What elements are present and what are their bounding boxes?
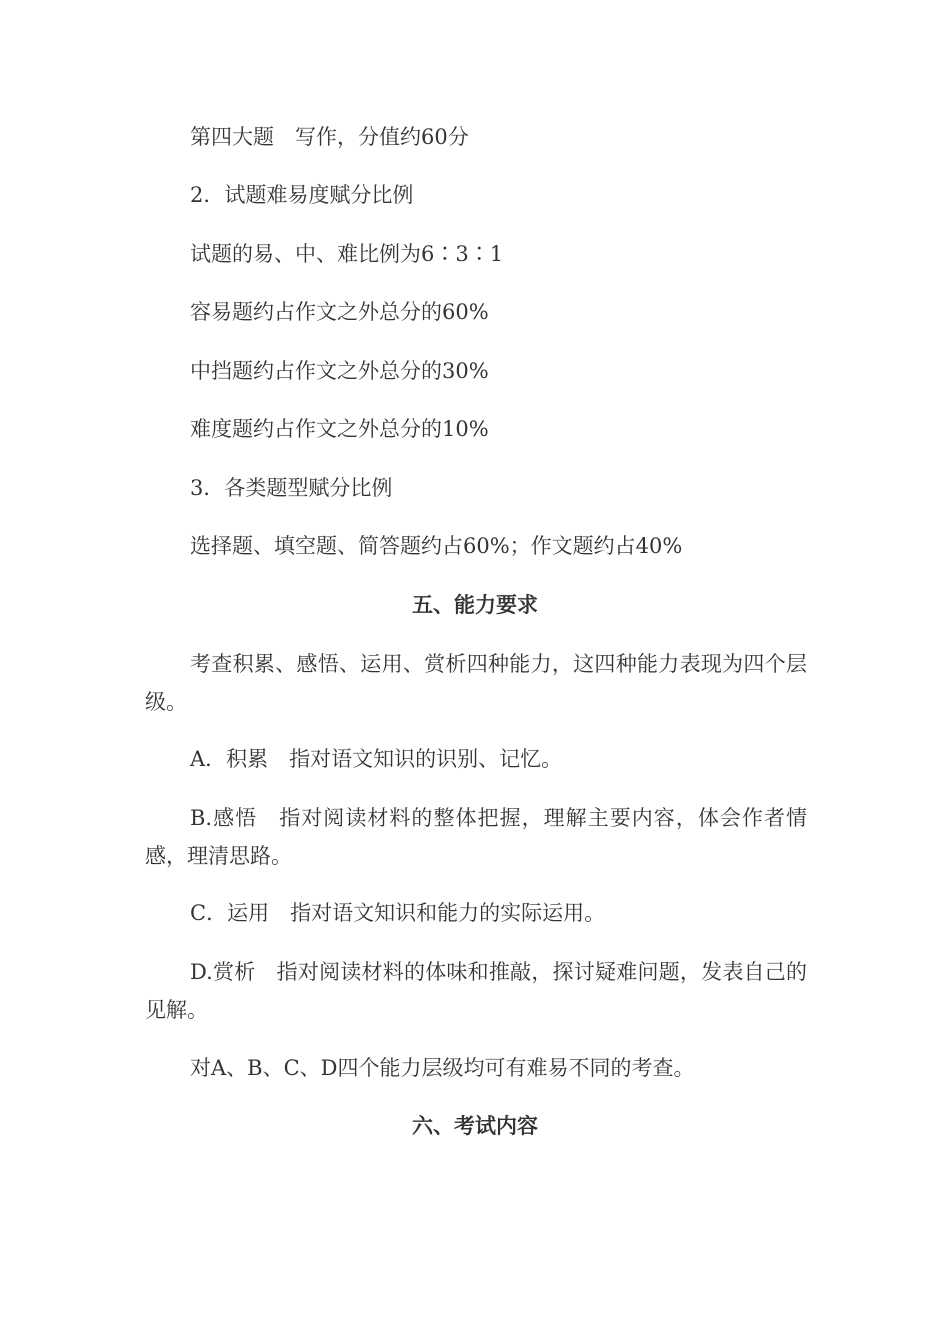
question-type-ratio-title: 3．各类题型赋分比例 <box>190 476 393 500</box>
difficulty-ratio-title: 2．试题难易度赋分比例 <box>190 183 414 207</box>
easy-share-line: 容易题约占作文之外总分的60% <box>190 300 489 324</box>
medium-share-line: 中挡题约占作文之外总分的30% <box>190 359 489 383</box>
ability-b-paragraph: B.感悟 指对阅读材料的整体把握，理解主要内容，体会作者情感，理清思路。 <box>145 806 807 868</box>
ability-d-paragraph: D.赏析 指对阅读材料的体味和推敲，探讨疑难问题，发表自己的见解。 <box>145 960 807 1022</box>
hard-share-line: 难度题约占作文之外总分的10% <box>190 417 489 441</box>
writing-score-line: 第四大题 写作，分值约60分 <box>190 125 469 149</box>
ability-c-paragraph: C．运用 指对语文知识和能力的实际运用。 <box>190 901 606 925</box>
section-heading-content: 六、考试内容 <box>412 1114 538 1138</box>
ability-intro-paragraph: 考查积累、感悟、运用、赏析四种能力，这四种能力表现为四个层级。 <box>145 652 807 714</box>
ability-a-paragraph: A．积累 指对语文知识的识别、记忆。 <box>190 747 563 771</box>
section-heading-ability: 五、能力要求 <box>412 593 538 617</box>
ability-closing-paragraph: 对A、B、C、D四个能力层级均可有难易不同的考查。 <box>190 1056 695 1080</box>
question-type-ratio-line: 选择题、填空题、简答题约占60%；作文题约占40% <box>190 534 683 558</box>
difficulty-ratio-line: 试题的易、中、难比例为6∶3∶1 <box>190 242 504 266</box>
